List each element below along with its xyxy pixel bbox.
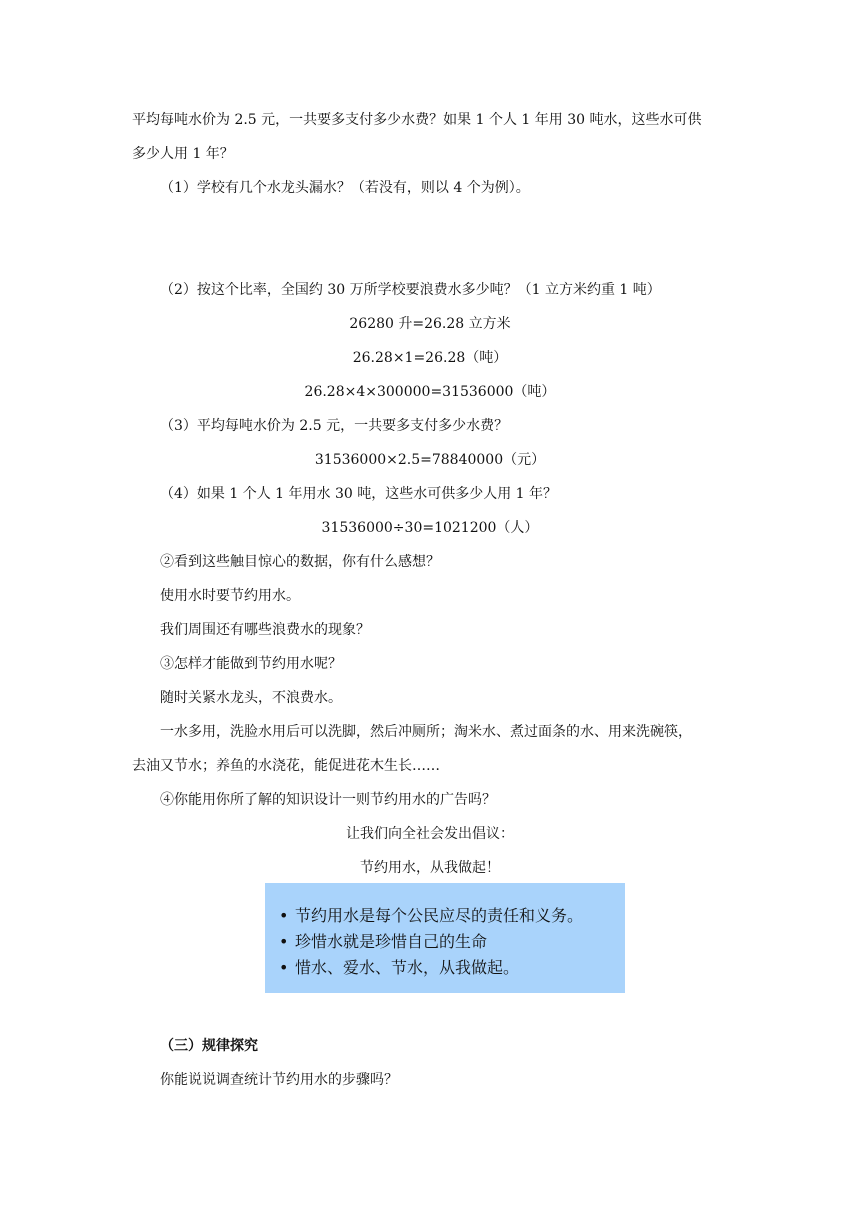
notice-item bbox=[279, 903, 583, 929]
notice-item-text: 惜水、爱水、节水，从我做起。 bbox=[295, 958, 520, 977]
paragraph-line: 我们周围还有哪些浪费水的现象？ bbox=[160, 622, 370, 638]
equation: 26.28×4×300000=31536000（吨） bbox=[304, 384, 556, 400]
paragraph-line: ③怎样才能做到节约用水呢？ bbox=[160, 656, 342, 672]
water-saving-notice-box bbox=[265, 883, 625, 993]
slogan-line: 让我们向全社会发出倡议： bbox=[346, 826, 514, 842]
equation: 26.28×1=26.28（吨） bbox=[352, 350, 508, 366]
paragraph-line: 一水多用，洗脸水用后可以洗脚，然后冲厕所；淘米水、煮过面条的水、用来洗碗筷， bbox=[160, 724, 692, 740]
section-heading: （三）规律探究 bbox=[160, 1038, 258, 1054]
question-1: （1）学校有几个水龙头漏水？（若没有，则以 4 个为例）。 bbox=[160, 180, 530, 196]
paragraph-line: 平均每吨水价为 2.5 元，一共要多支付多少水费？如果 1 个人 1 年用 30 吨水，这些水可供 bbox=[132, 112, 702, 128]
equation: 31536000×2.5=78840000（元） bbox=[314, 452, 546, 468]
paragraph-line: 去油又节水；养鱼的水浇花，能促进花木生长…… bbox=[132, 758, 440, 774]
question-4: （4）如果 1 个人 1 年用水 30 吨，这些水可供多少人用 1 年？ bbox=[160, 486, 558, 502]
bullet-icon: • bbox=[279, 958, 289, 977]
paragraph-line: 多少人用 1 年？ bbox=[132, 146, 234, 162]
bullet-icon: • bbox=[279, 932, 289, 951]
paragraph-line: 使用水时要节约用水。 bbox=[160, 588, 300, 604]
equation: 26280 升=26.28 立方米 bbox=[349, 316, 511, 332]
notice-item-text: 节约用水是每个公民应尽的责任和义务。 bbox=[295, 906, 584, 925]
paragraph-line: ②看到这些触目惊心的数据，你有什么感想？ bbox=[160, 554, 440, 570]
notice-item-text: 珍惜水就是珍惜自己的生命 bbox=[295, 932, 488, 951]
paragraph-line: 随时关紧水龙头，不浪费水。 bbox=[160, 690, 342, 706]
equation: 31536000÷30=1021200（人） bbox=[321, 520, 539, 536]
paragraph-line: ④你能用你所了解的知识设计一则节约用水的广告吗？ bbox=[160, 792, 496, 808]
notice-list bbox=[279, 903, 583, 981]
question-2: （2）按这个比率，全国约 30 万所学校要浪费水多少吨？（1 立方米约重 1 吨） bbox=[160, 282, 661, 298]
paragraph-line: 你能说说调查统计节约用水的步骤吗？ bbox=[160, 1072, 398, 1088]
question-3: （3）平均每吨水价为 2.5 元，一共要多支付多少水费？ bbox=[160, 418, 509, 434]
slogan-line: 节约用水，从我做起！ bbox=[360, 860, 500, 876]
bullet-icon: • bbox=[279, 906, 289, 925]
notice-item bbox=[279, 955, 583, 981]
notice-item bbox=[279, 929, 583, 955]
